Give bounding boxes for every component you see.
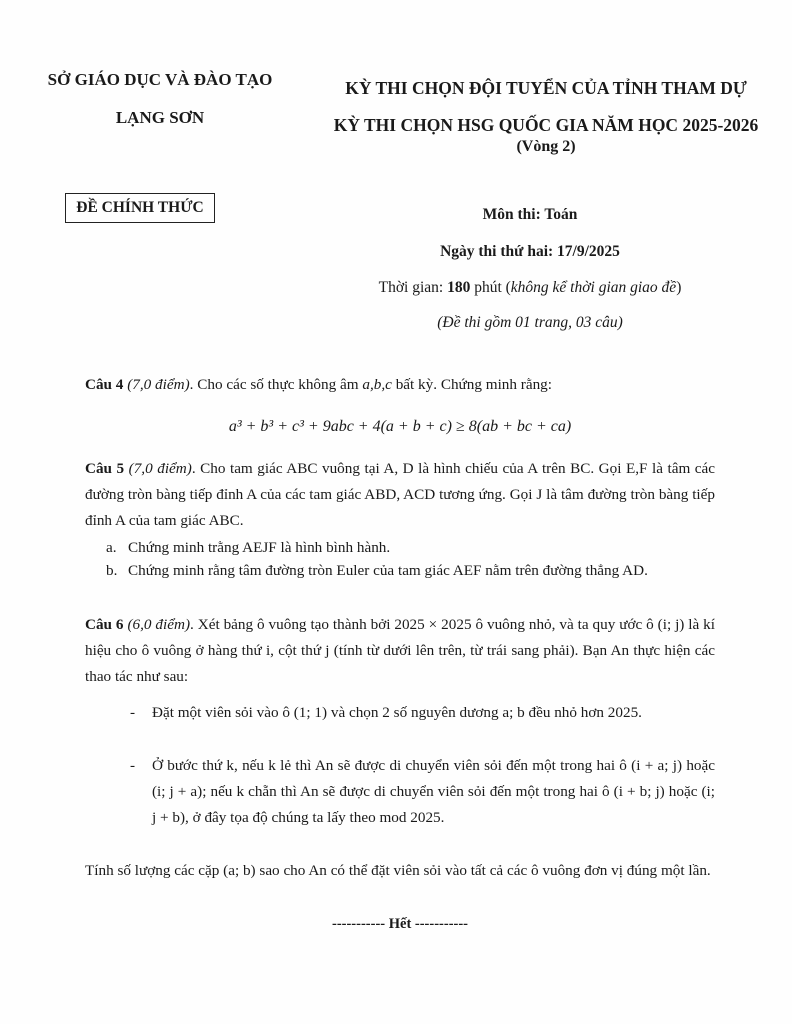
end-marker: ----------- Hết ----------- bbox=[331, 916, 469, 932]
duration-value: 180 bbox=[447, 279, 471, 296]
department-name: SỞ GIÁO DỤC VÀ ĐÀO TẠO bbox=[47, 70, 273, 89]
question-6-conclusion: Tính số lượng các cặp (a; b) sao cho An có thể đặt viên sỏi vào tất cả các ô vuông đơn vị đúng một lần. bbox=[85, 862, 711, 879]
question-text: . Cho tam giác ABC vuông tại A, D là hình chiếu của A trên BC. Gọi E,F là tâm các đường tròn bàng tiếp đỉnh A của các tam giác ABD, ACD tương ứng. Gọi J là tâm đường tròn bàng tiếp đỉnh A của tam giác ABC. bbox=[85, 460, 716, 529]
question-5 bbox=[85, 456, 715, 534]
question-6-step-1: - Đặt một viên sỏi vào ô (1; 1) và chọn 2 số nguyên dương a; b đều nhỏ hơn 2025. bbox=[130, 704, 642, 721]
pages-note: (Đề thi gồm 01 trang, 03 câu) bbox=[437, 314, 623, 331]
exam-subject: Môn thi: Toán bbox=[482, 206, 578, 223]
question-points: (7,0 điểm) bbox=[128, 460, 192, 477]
exam-title-line2: KỲ THI CHỌN HSG QUỐC GIA NĂM HỌC 2025-2026 bbox=[333, 115, 759, 135]
exam-title-line1: KỲ THI CHỌN ĐỘI TUYỂN CỦA TỈNH THAM DỰ bbox=[345, 78, 747, 98]
question-label: Câu 4 bbox=[85, 376, 124, 393]
inequality-formula: a³ + b³ + c³ + 9abc + 4(a + b + c) ≥ 8(ab + bc + ca) bbox=[228, 418, 572, 435]
question-text: . Xét bảng ô vuông tạo thành bởi 2025 × 2025 ô vuông nhỏ, và ta quy ước ô (i; j) là kí hiệu cho ô vuông ở hàng thứ i, cột thứ j (tính từ dưới lên trên, từ trái sang phải). Bạn An thực hiện các thao tác như sau: bbox=[85, 616, 715, 685]
exam-round: (Vòng 2) bbox=[516, 138, 576, 155]
question-6 bbox=[85, 612, 715, 690]
official-exam-label: ĐỀ CHÍNH THỨC bbox=[76, 199, 204, 216]
question-6-step-2: - Ở bước thứ k, nếu k lẻ thì An sẽ được di chuyển viên sỏi đến một trong hai ô (i + a; j) hoặc (i; j + a); nếu k chẵn thì An sẽ được di chuyển viên sỏi đến một trong hai ô (i + b; j) hoặc (i; j + b), ở đây tọa độ chúng ta lấy theo mod 2025. bbox=[130, 757, 715, 826]
official-exam-badge bbox=[65, 193, 215, 223]
question-4: Câu 4 (7,0 điểm). Cho các số thực không âm a,b,c bất kỳ. Chứng minh rằng: bbox=[85, 376, 552, 393]
question-5-part-a: a. Chứng minh trằng AEJF là hình bình hành. bbox=[106, 539, 391, 556]
question-5-part-b: b. Chứng minh rằng tâm đường tròn Euler của tam giác AEF nằm trên đường thẳng AD. bbox=[106, 562, 648, 579]
question-points: (6,0 điểm) bbox=[127, 616, 191, 633]
exam-date: Ngày thi thứ hai: 17/9/2025 bbox=[440, 243, 620, 260]
province-name: LẠNG SƠN bbox=[115, 108, 205, 127]
question-label: Câu 5 bbox=[85, 460, 125, 477]
duration-note: không kể thời gian giao đề bbox=[510, 279, 677, 296]
exam-duration: Thời gian: 180 phút (không kể thời gian giao đề) bbox=[378, 279, 682, 296]
question-points: (7,0 điểm) bbox=[127, 376, 190, 393]
question-label: Câu 6 bbox=[85, 616, 124, 633]
